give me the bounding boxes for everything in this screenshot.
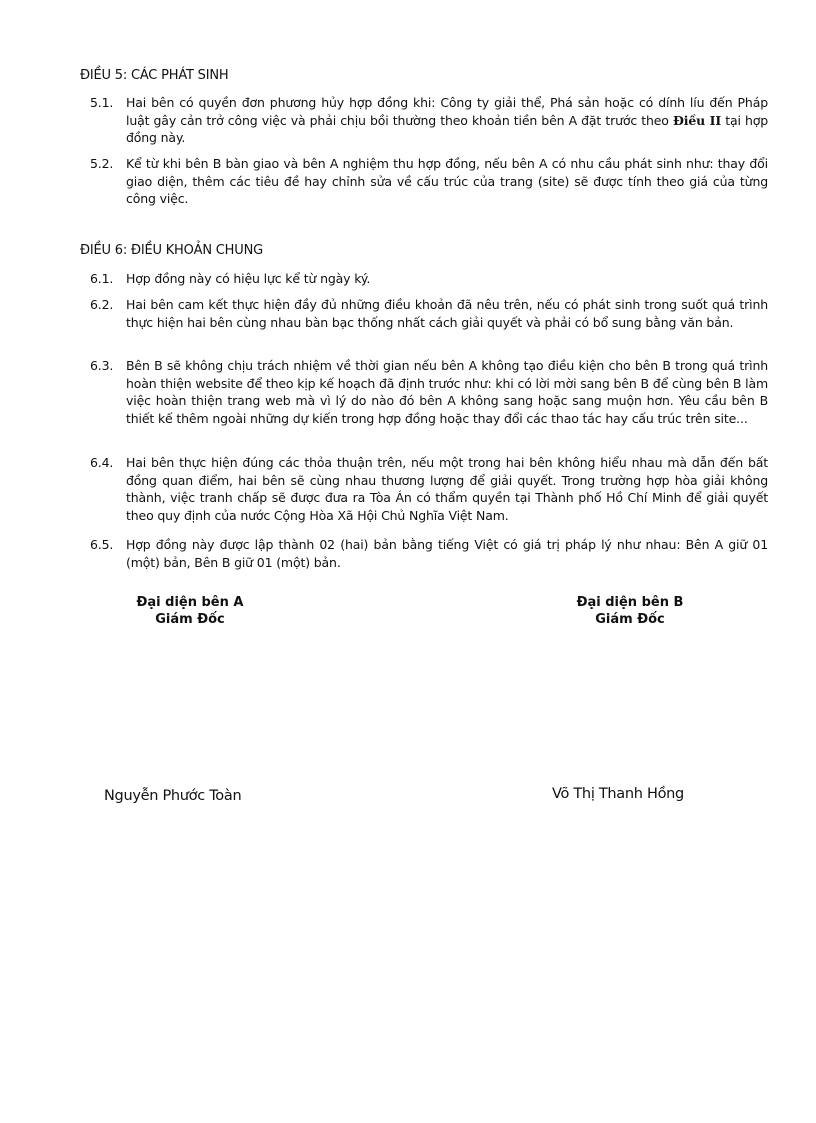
signature-block-party-a	[80, 594, 300, 628]
clause-text-part: tại hợp đồng này.	[126, 112, 768, 145]
article-5-title: ĐIỀU 5: CÁC PHÁT SINH	[80, 68, 229, 83]
clause-text: Hợp đồng này có hiệu lực kể từ ngày ký.	[126, 271, 371, 286]
party-b-label: Đại diện bên B	[576, 595, 684, 610]
clause-6-4	[90, 454, 768, 524]
party-a-signatory-name: Nguyễn Phước Toàn	[104, 788, 242, 804]
clause-5-2	[90, 155, 768, 208]
clause-number: 5.1.	[90, 95, 114, 110]
signature-block-party-b	[520, 594, 740, 628]
clause-text: Bên B sẽ không chịu trách nhiệm về thời gian nếu bên A không tạo điều kiện cho bên B trong quá trình hoàn thiện website để theo kịp kế hoạch đã định trước như: khi có lời mời sang bên B để cùng bên B làm việc hoàn thiện trang web mà vì lý do nào đó bên A không sang hoặc sang muộn hơn. Yêu cầu bên B thiết kế thêm ngoài những dự kiến trong hợp đồng hoặc thay đổi các thao tác hay cấu trúc trên site...	[126, 358, 768, 426]
clause-bold-reference: Điều II	[672, 112, 722, 128]
clause-number: 6.5.	[90, 537, 114, 552]
clause-text: Kể từ khi bên B bàn giao và bên A nghiệm thu hợp đồng, nếu bên A có nhu cầu phát sinh như: thay đổi giao diện, thêm các tiêu đề hay chỉnh sửa về cấu trúc của trang (site) sẽ được tính theo giá của từng công việc.	[126, 156, 768, 206]
party-b-signatory-name: Võ Thị Thanh Hồng	[552, 786, 684, 802]
clause-number: 6.1.	[90, 271, 114, 286]
clause-text: Hai bên thực hiện đúng các thỏa thuận trên, nếu một trong hai bên không hiểu nhau mà dẫn đến bất đồng quan điểm, hai bên sẽ cùng nhau thương lượng để giải quyết. Trong trường hợp hòa giải không thành, việc tranh chấp sẽ được đưa ra Tòa Án có thẩm quyền tại Thành phố Hồ Chí Minh để giải quyết theo quy định của nước Cộng Hòa Xã Hội Chủ Nghĩa Việt Nam.	[126, 455, 768, 523]
clause-number: 6.2.	[90, 297, 114, 312]
clause-text: Hợp đồng này được lập thành 02 (hai) bản bằng tiếng Việt có giá trị pháp lý như nhau: Bên A giữ 01 (một) bản, Bên B giữ 01 (một) bản.	[126, 537, 768, 570]
clause-text	[126, 94, 768, 147]
clause-6-3	[90, 357, 768, 427]
clause-6-5	[90, 536, 768, 571]
party-b-role: Giám Đốc	[595, 612, 665, 627]
clause-text-part: Hai bên có quyền đơn phương hủy hợp đồng khi: Công ty giải thể, Phá sản hoặc có dính líu đến Pháp luật gây cản trở công việc và phải chịu bồi thường theo khoản tiền bên A đặt trước theo	[126, 95, 768, 128]
clause-6-2	[90, 296, 768, 331]
clause-number: 6.4.	[90, 455, 114, 470]
clause-number: 5.2.	[90, 156, 114, 171]
clause-text: Hai bên cam kết thực hiện đầy đủ những điều khoản đã nêu trên, nếu có phát sinh trong suốt quá trình thực hiện hai bên cùng nhau bàn bạc thống nhất cách giải quyết và phải có bổ sung bằng văn bản.	[126, 297, 768, 330]
article-6-title: ĐIỀU 6: ĐIỀU KHOẢN CHUNG	[80, 243, 263, 258]
clause-6-1	[90, 270, 768, 288]
clause-number: 6.3.	[90, 358, 114, 373]
party-a-label: Đại diện bên A	[136, 595, 244, 610]
clause-5-1	[90, 94, 768, 147]
party-a-role: Giám Đốc	[155, 612, 225, 627]
